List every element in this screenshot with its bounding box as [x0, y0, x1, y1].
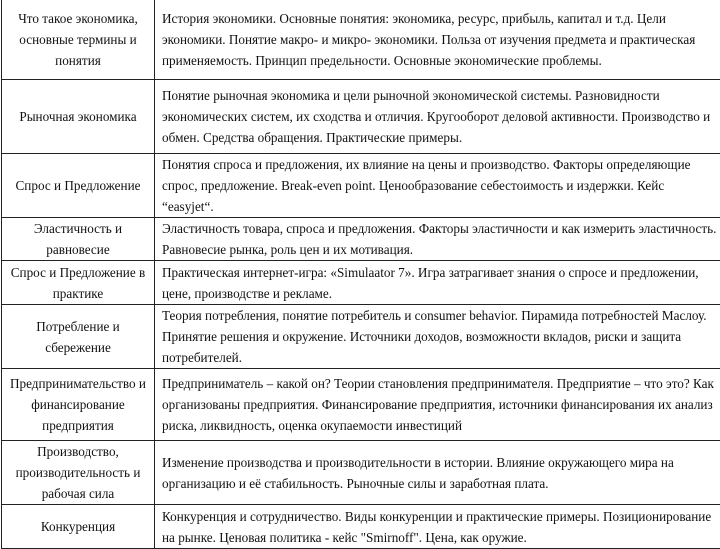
table-row	[2, 305, 720, 369]
topic-cell: Что такое экономика, основные термины и понятия	[2, 0, 155, 80]
description-cell: Предприниматель – какой он? Теории становления предпринимателя. Предприятие – что это? Как организованы предприятия. Финансирование предприятия, источники финансирования их анализ риска, ликвидность, оценка окупаемости инвестиций	[155, 369, 720, 441]
topic-cell: Спрос и Предложение в практике	[2, 261, 155, 305]
table-row	[2, 369, 720, 441]
description-cell: Понятия спроса и предложения, их влияние на цены и производство. Факторы определяющие спрос, предложение. Break-even point. Ценообразование себестоимость и издержки. Кейс “easyjet“.	[155, 154, 720, 218]
topic-cell: Эластичность и равновесие	[2, 218, 155, 261]
description-cell: Практическая интернет-игра: «Simulaator 7». Игра затрагивает знания о спросе и предложении, цене, производстве и рекламе.	[155, 261, 720, 305]
topic-cell: Конкуренция	[2, 505, 155, 549]
description-cell: Изменение производства и производительности в истории. Влияние окружающего мира на организацию и её стабильность. Рыночные силы и заработная плата.	[155, 441, 720, 505]
table-row	[2, 441, 720, 505]
table-row	[2, 80, 720, 154]
description-cell: История экономики. Основные понятия: экономика, ресурс, прибыль, капитал и т.д. Цели экономики. Понятие макро- и микро- экономики. Польза от изучения предмета и практическая применяемость. Принцип предельности. Основные экономические проблемы.	[155, 0, 720, 80]
topic-cell: Производство, производительность и рабочая сила	[2, 441, 155, 505]
table-row	[2, 154, 720, 218]
table-row	[2, 218, 720, 261]
description-cell: Конкуренция и сотрудничество. Виды конкуренции и практические примеры. Позиционирование на рынке. Ценовая политика - кейс "Smirnoff". Цена, как оружие.	[155, 505, 720, 549]
table-row	[2, 0, 720, 80]
topic-cell: Потребление и сбережение	[2, 305, 155, 369]
topic-cell: Предпринимательство и финансирование предприятия	[2, 369, 155, 441]
curriculum-table	[1, 0, 720, 549]
table-row	[2, 505, 720, 549]
description-cell: Эластичность товара, спроса и предложения. Факторы эластичности и как измерить эластичность. Равновесие рынка, роль цен и их мотивация.	[155, 218, 720, 261]
topic-cell: Спрос и Предложение	[2, 154, 155, 218]
description-cell: Теория потребления, понятие потребитель и consumer behavior. Пирамида потребностей Маслоу. Принятие решения и окружение. Источники доходов, возможности вкладов, риски и защита потребителей.	[155, 305, 720, 369]
description-cell: Понятие рыночная экономика и цели рыночной экономической системы. Разновидности экономических систем, их сходства и отличия. Кругооборот деловой активности. Производство и обмен. Средства обращения. Практические примеры.	[155, 80, 720, 154]
table-row	[2, 261, 720, 305]
topic-cell: Рыночная экономика	[2, 80, 155, 154]
